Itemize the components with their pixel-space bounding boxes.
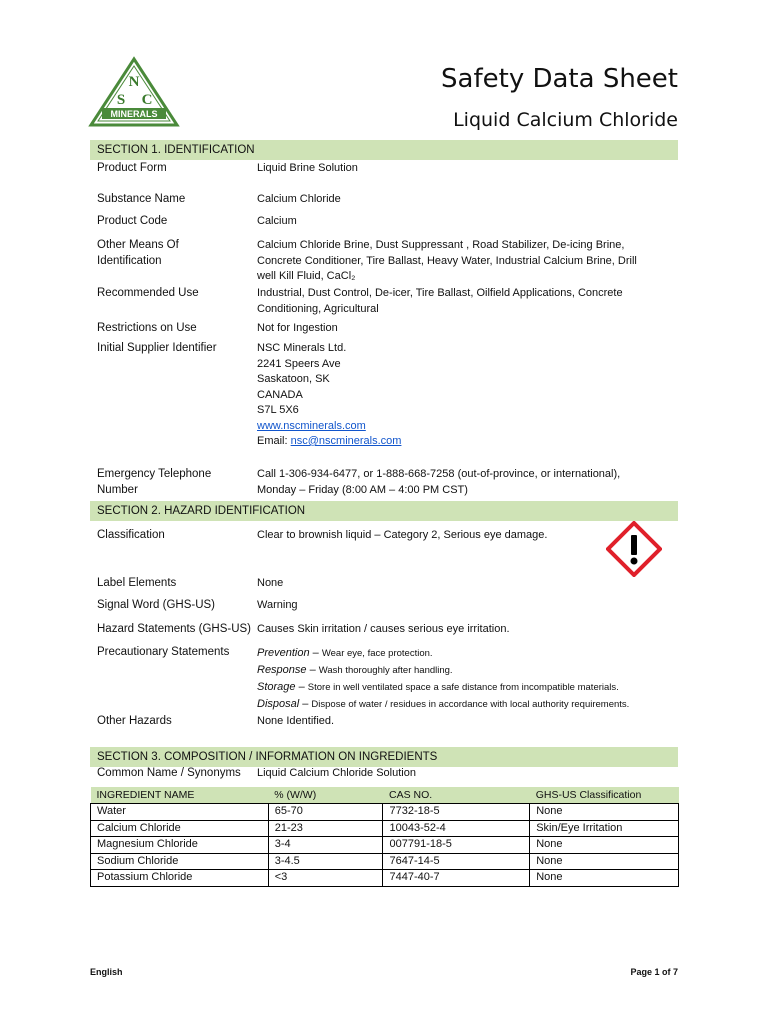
label-label-elements: Label Elements [97, 577, 177, 589]
footer-page-number: Page 1 of 7 [630, 967, 678, 977]
value-product-code: Calcium [257, 215, 297, 227]
table-header-row [91, 787, 679, 804]
document-title: Safety Data Sheet [441, 64, 678, 94]
label-hazard-statements: Hazard Statements (GHS-US) [97, 623, 252, 635]
table-cell: 7447-40-7 [383, 870, 530, 887]
table-row [91, 870, 679, 887]
precaution-response: Response – Wash thoroughly after handling. [257, 664, 453, 676]
supplier-street: 2241 Speers Ave [257, 357, 341, 370]
value-signal-word: Warning [257, 599, 298, 611]
row-product-form [97, 161, 677, 177]
label-line: Emergency Telephone [97, 468, 212, 480]
logo-letter-n: N [128, 74, 140, 90]
value-line: well Kill Fluid, CaCl₂ [257, 270, 356, 282]
table-cell: 21-23 [268, 820, 383, 837]
table-cell: 7647-14-5 [383, 853, 530, 870]
value-line: Call 1-306-934-6477, or 1-888-668-7258 (out-of-province, or international), [257, 468, 621, 480]
label-emergency [97, 467, 257, 498]
section-1-heading: SECTION 1. IDENTIFICATION [90, 140, 678, 160]
row-other-hazards [97, 714, 677, 730]
label-supplier: Initial Supplier Identifier [97, 342, 217, 354]
nsc-minerals-logo [88, 56, 180, 128]
value-product-form: Liquid Brine Solution [257, 162, 358, 174]
table-cell: Water [91, 804, 269, 821]
row-classification [97, 528, 677, 544]
table-cell: None [530, 804, 679, 821]
precaution-text: Wear eye, face protection. [321, 648, 433, 659]
table-cell: None [530, 853, 679, 870]
value-hazard-statements: Causes Skin irritation / causes serious eye irritation. [257, 623, 510, 635]
precaution-text: Dispose of water / residues in accordance with local authority requirements. [311, 699, 630, 710]
label-classification: Classification [97, 529, 165, 541]
row-precautionary [97, 645, 677, 713]
label-common-name: Common Name / Synonyms [97, 767, 241, 779]
footer-language: English [90, 967, 123, 977]
value-line: Conditioning, Agricultural [257, 302, 379, 315]
precaution-storage: Storage – Store in well ventilated space a safe distance from incompatible materials. [257, 681, 619, 693]
label-other-hazards: Other Hazards [97, 715, 172, 727]
document-subtitle: Liquid Calcium Chloride [453, 109, 678, 131]
value-emergency [257, 467, 677, 498]
table-cell: 7732-18-5 [383, 804, 530, 821]
label-line: Other Means Of [97, 239, 179, 251]
website-link[interactable]: www.nscminerals.com [257, 419, 366, 432]
value-line: Industrial, Dust Control, De-icer, Tire Ballast, Oilfield Applications, Concrete [257, 287, 623, 299]
column-header: GHS-US Classification [530, 787, 679, 804]
precaution-key: Disposal [257, 698, 300, 710]
value-common-name: Liquid Calcium Chloride Solution [257, 767, 416, 779]
precaution-key: Storage [257, 681, 296, 693]
precaution-text: Wash thoroughly after handling. [318, 665, 453, 676]
table-cell: 65-70 [268, 804, 383, 821]
precaution-prevention: Prevention – Wear eye, face protection. [257, 647, 433, 659]
label-substance-name: Substance Name [97, 193, 186, 205]
precaution-disposal: Disposal – Dispose of water / residues in accordance with local authority requirements. [257, 698, 630, 710]
logo-letter-c: C [141, 92, 153, 108]
table-row [91, 853, 679, 870]
label-other-means [97, 238, 257, 285]
value-precautionary [257, 645, 677, 713]
label-line: Identification [97, 254, 162, 267]
email-line [257, 434, 677, 450]
table-cell: 10043-52-4 [383, 820, 530, 837]
value-line: Monday – Friday (8:00 AM – 4:00 PM CST) [257, 483, 468, 496]
value-line: Calcium Chloride Brine, Dust Suppressant , Road Stabilizer, De-icing Brine, [257, 239, 625, 251]
label-product-form: Product Form [97, 162, 167, 174]
table-cell: 3-4 [268, 837, 383, 854]
label-recommended-use: Recommended Use [97, 287, 199, 299]
row-hazard-statements [97, 622, 677, 638]
table-row [91, 820, 679, 837]
row-other-means [97, 238, 677, 285]
row-substance-name [97, 192, 677, 208]
label-signal-word: Signal Word (GHS-US) [97, 599, 216, 611]
value-recommended-use [257, 286, 677, 317]
precaution-text: Store in well ventilated space a safe distance from incompatible materials. [307, 682, 619, 693]
row-product-code [97, 214, 677, 230]
precaution-key: Prevention [257, 647, 310, 659]
logo-letter-s: S [116, 92, 126, 108]
table-cell: Sodium Chloride [91, 853, 269, 870]
row-signal-word [97, 598, 677, 614]
supplier-city: Saskatoon, SK [257, 373, 330, 385]
table-row [91, 837, 679, 854]
precaution-key: Response [257, 664, 307, 676]
row-supplier [97, 341, 677, 450]
value-restrictions: Not for Ingestion [257, 322, 338, 334]
row-label-elements [97, 576, 677, 592]
value-supplier [257, 341, 677, 450]
table-cell: None [530, 870, 679, 887]
section-3-heading: SECTION 3. COMPOSITION / INFORMATION ON INGREDIENTS [90, 747, 678, 767]
label-precautionary: Precautionary Statements [97, 646, 230, 658]
email-label: Email: [257, 435, 291, 447]
column-header: CAS NO. [383, 787, 530, 804]
table-cell: 007791-18-5 [383, 837, 530, 854]
column-header: % (W/W) [268, 787, 383, 804]
column-header: INGREDIENT NAME [91, 787, 269, 804]
label-line: Number [97, 483, 138, 496]
row-recommended-use [97, 286, 677, 317]
value-substance-name: Calcium Chloride [257, 193, 341, 205]
table-cell: 3-4.5 [268, 853, 383, 870]
table-cell: None [530, 837, 679, 854]
supplier-country: CANADA [257, 388, 303, 401]
supplier-name: NSC Minerals Ltd. [257, 342, 347, 354]
supplier-postal: S7L 5X6 [257, 404, 299, 416]
value-other-means [257, 238, 677, 285]
ingredients-table [90, 787, 679, 887]
value-label-elements: None [257, 577, 284, 589]
table-row [91, 804, 679, 821]
table-cell: Calcium Chloride [91, 820, 269, 837]
value-other-hazards: None Identified. [257, 715, 335, 727]
exclamation-mark-pictogram-icon [606, 521, 662, 577]
table-cell: Skin/Eye Irritation [530, 820, 679, 837]
row-restrictions [97, 321, 677, 337]
row-common-name [97, 766, 677, 782]
label-restrictions: Restrictions on Use [97, 322, 197, 334]
table-cell: Magnesium Chloride [91, 837, 269, 854]
table-cell: <3 [268, 870, 383, 887]
logo-wordmark: MINERALS [110, 109, 158, 119]
table-cell: Potassium Chloride [91, 870, 269, 887]
email-link[interactable]: nsc@nscminerals.com [290, 435, 402, 447]
value-classification: Clear to brownish liquid – Category 2, Serious eye damage. [257, 529, 548, 541]
label-product-code: Product Code [97, 215, 168, 227]
row-emergency [97, 467, 677, 498]
value-line: Concrete Conditioner, Tire Ballast, Heavy Water, Industrial Calcium Brine, Drill [257, 254, 637, 267]
section-2-heading: SECTION 2. HAZARD IDENTIFICATION [90, 501, 678, 521]
